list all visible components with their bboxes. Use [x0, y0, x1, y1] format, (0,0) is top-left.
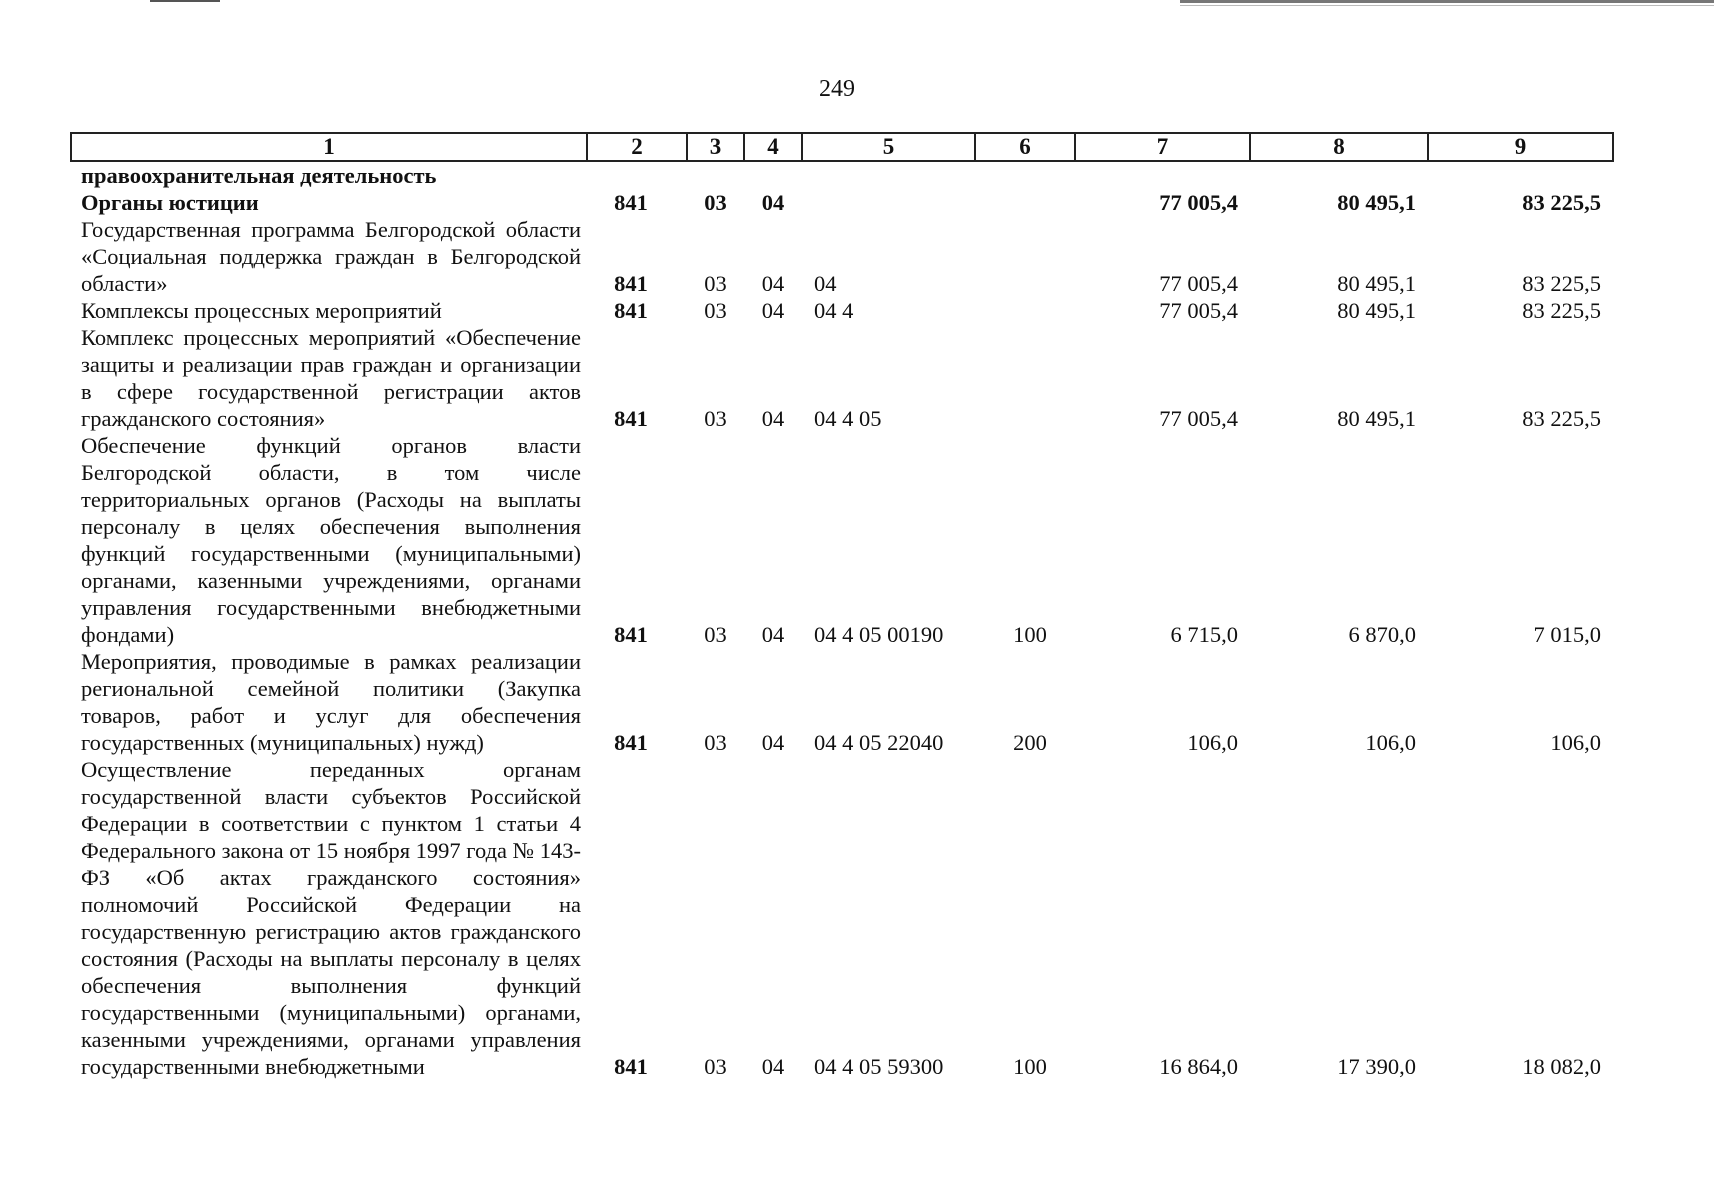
- cell-ministry-code: 841: [614, 271, 648, 296]
- cell-ministry-code: 841: [614, 622, 648, 647]
- cell-amount-year1: 77 005,4: [1159, 406, 1238, 431]
- scan-artifact-line: [150, 0, 220, 2]
- column-header: 3: [687, 133, 744, 161]
- cell-name: Обеспечение функций органов власти Белгородской области, в том числе территориальных органов (Расходы на выплаты персоналу в целях обеспечения выполнения функций государственными (муниципальными) органами, казенными учреждениями, органами управления государственными внебюджетными фондами): [81, 433, 581, 647]
- table-row: [71, 161, 1613, 189]
- cell-amount-year2: 6 870,0: [1348, 622, 1416, 647]
- cell-amount-year3: 83 225,5: [1522, 406, 1601, 431]
- table-row: [71, 216, 1613, 297]
- cell-amount-year2: 17 390,0: [1337, 1054, 1416, 1079]
- column-header: 9: [1428, 133, 1613, 161]
- column-header: 2: [587, 133, 687, 161]
- cell-name: Мероприятия, проводимые в рамках реализации региональной семейной политики (Закупка товаров, работ и услуг для обеспечения государственных (муниципальных) нужд): [81, 649, 581, 755]
- cell-target-article: 04: [814, 271, 837, 296]
- table-row: [71, 324, 1613, 432]
- budget-table: [70, 132, 1614, 1080]
- column-header: 4: [744, 133, 802, 161]
- cell-subsection: [744, 161, 802, 189]
- cell-subsection: 04: [761, 190, 785, 215]
- cell-target-article: [802, 161, 975, 189]
- cell-section: 03: [704, 1054, 727, 1079]
- cell-expense-type: [975, 216, 1075, 297]
- cell-amount-year2: 80 495,1: [1337, 271, 1416, 296]
- cell-amount-year1: [1075, 161, 1250, 189]
- page-number: 249: [819, 76, 855, 102]
- table-row: [71, 648, 1613, 756]
- cell-name: Комплекс процессных мероприятий «Обеспечение защиты и реализации прав граждан и организации в сфере государственной регистрации актов гражданского состояния»: [81, 325, 581, 431]
- cell-expense-type: [975, 297, 1075, 324]
- cell-expense-type: 100: [1013, 622, 1047, 647]
- cell-section: 03: [704, 406, 727, 431]
- cell-target-article: 04 4 05 59300: [814, 1054, 944, 1079]
- column-header: 1: [71, 133, 587, 161]
- cell-target-article: 04 4 05 22040: [814, 730, 944, 755]
- cell-amount-year3: 83 225,5: [1522, 298, 1601, 323]
- column-header: 8: [1250, 133, 1428, 161]
- cell-section: 03: [704, 271, 727, 296]
- cell-amount-year1: 77 005,4: [1159, 298, 1238, 323]
- cell-amount-year1: 77 005,4: [1159, 190, 1238, 215]
- cell-subsection: 04: [761, 730, 785, 755]
- scan-artifact-line: [1180, 5, 1714, 6]
- cell-amount-year3: 7 015,0: [1533, 622, 1601, 647]
- cell-section: 03: [704, 298, 727, 323]
- cell-subsection: 04: [761, 1054, 785, 1079]
- cell-ministry-code: [587, 161, 687, 189]
- cell-ministry-code: 841: [614, 190, 648, 215]
- table-row: [71, 297, 1613, 324]
- column-header: 6: [975, 133, 1075, 161]
- cell-subsection: 04: [761, 622, 785, 647]
- table-row: [71, 756, 1613, 1080]
- cell-amount-year3: 106,0: [1550, 730, 1601, 755]
- cell-amount-year2: 80 495,1: [1337, 406, 1416, 431]
- cell-section: 03: [704, 190, 727, 215]
- table-row: [71, 189, 1613, 216]
- cell-ministry-code: 841: [614, 730, 648, 755]
- cell-amount-year3: 83 225,5: [1522, 271, 1601, 296]
- column-header: 5: [802, 133, 975, 161]
- cell-name: правоохранительная деятельность: [81, 163, 437, 188]
- cell-section: 03: [704, 730, 727, 755]
- cell-amount-year1: 106,0: [1187, 730, 1238, 755]
- cell-ministry-code: 841: [614, 406, 648, 431]
- cell-subsection: 04: [761, 271, 785, 296]
- cell-target-article: [802, 189, 975, 216]
- cell-target-article: 04 4: [814, 298, 854, 323]
- cell-amount-year2: 106,0: [1365, 730, 1416, 755]
- cell-expense-type: [975, 161, 1075, 189]
- scan-artifact-line: [1180, 0, 1714, 3]
- cell-amount-year1: 77 005,4: [1159, 271, 1238, 296]
- cell-target-article: 04 4 05: [814, 406, 882, 431]
- cell-expense-type: 100: [1013, 1054, 1047, 1079]
- cell-section: 03: [704, 622, 727, 647]
- cell-ministry-code: 841: [614, 298, 648, 323]
- cell-amount-year2: 80 495,1: [1337, 298, 1416, 323]
- cell-amount-year1: 6 715,0: [1170, 622, 1238, 647]
- cell-expense-type: [975, 324, 1075, 432]
- cell-section: [687, 161, 744, 189]
- cell-amount-year3: 18 082,0: [1522, 1054, 1601, 1079]
- cell-name: Осуществление переданных органам государственной власти субъектов Российской Федерации в соответствии с пунктом 1 статьи 4 Федерального закона от 15 ноября 1997 года № 143-ФЗ «Об актах гражданского состояния» полномочий Российской Федерации на государственную регистрацию актов гражданского состояния (Расходы на выплаты персоналу в целях обеспечения выполнения функций государственными (муниципальными) органами, казенными учреждениями, органами управления государственными внебюджетными: [81, 757, 581, 1079]
- cell-subsection: 04: [761, 298, 785, 323]
- column-header: 7: [1075, 133, 1250, 161]
- cell-name: Комплексы процессных мероприятий: [81, 298, 442, 323]
- cell-amount-year3: [1428, 161, 1613, 189]
- cell-expense-type: 200: [1013, 730, 1047, 755]
- cell-name: Государственная программа Белгородской области «Социальная поддержка граждан в Белгородской области»: [81, 217, 581, 296]
- cell-subsection: 04: [761, 406, 785, 431]
- cell-expense-type: [975, 189, 1075, 216]
- cell-amount-year2: 80 495,1: [1337, 190, 1416, 215]
- cell-amount-year1: 16 864,0: [1159, 1054, 1238, 1079]
- cell-amount-year2: [1250, 161, 1428, 189]
- cell-amount-year3: 83 225,5: [1522, 190, 1601, 215]
- cell-target-article: 04 4 05 00190: [814, 622, 944, 647]
- table-header-row: [71, 133, 1613, 161]
- table-row: [71, 432, 1613, 648]
- cell-ministry-code: 841: [614, 1054, 648, 1079]
- cell-name: Органы юстиции: [81, 190, 259, 215]
